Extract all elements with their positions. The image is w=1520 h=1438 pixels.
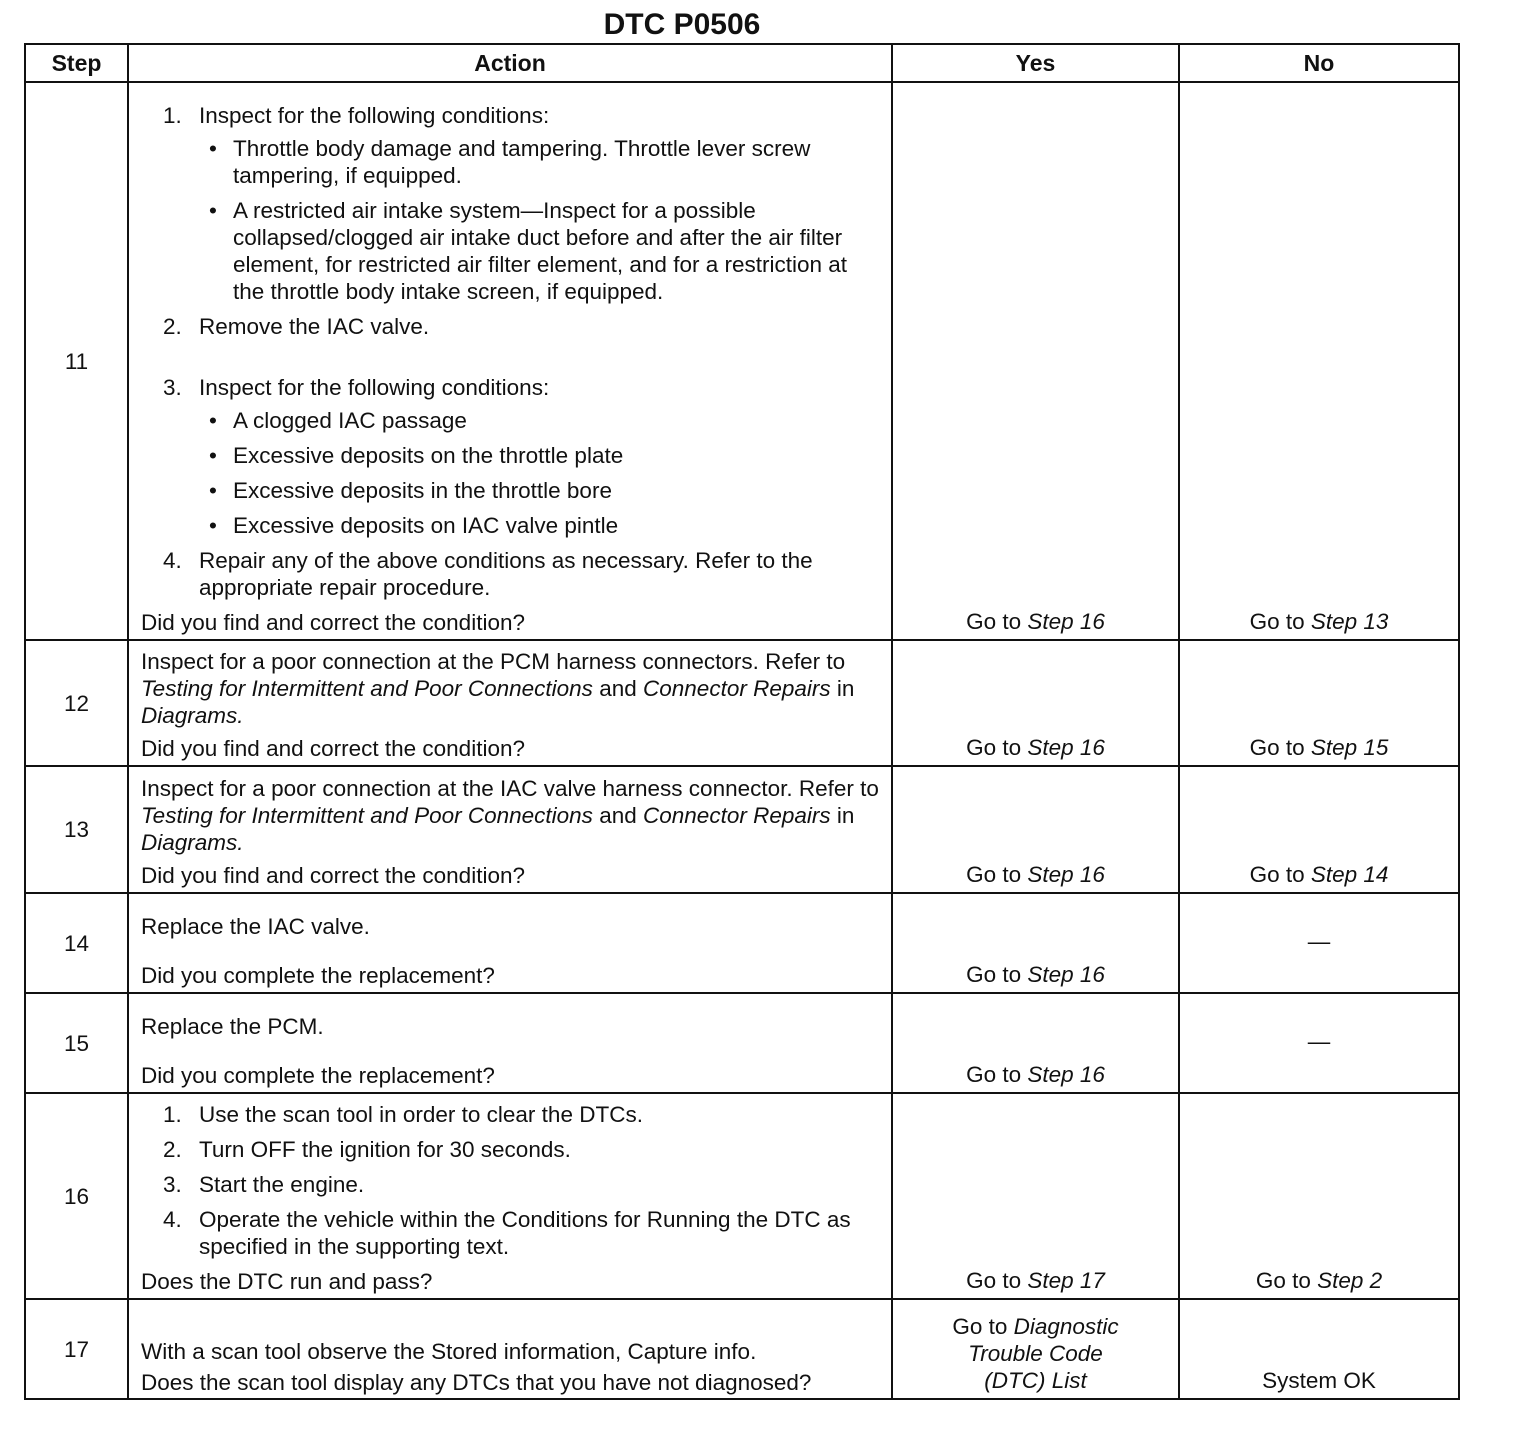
yes-prefix: Go to (966, 609, 1022, 634)
yes-cell: Go to Step 16 (892, 766, 1179, 893)
no-step-ref: Step 2 (1317, 1268, 1383, 1293)
header-step: Step (25, 44, 128, 82)
header-row (25, 44, 1459, 82)
list-item: 2. Turn OFF the ignition for 30 seconds. (163, 1137, 571, 1162)
no-cell (1179, 82, 1459, 640)
bullet-list (199, 407, 883, 539)
item-number: 3. (163, 375, 182, 400)
question: Did you find and correct the condition? (141, 736, 525, 761)
table-row (25, 893, 1459, 993)
item-number: 1. (163, 103, 182, 128)
question: Does the DTC run and pass? (141, 1269, 433, 1294)
action-cell (128, 766, 892, 893)
yes-cell: Go to Step 16 (892, 993, 1179, 1093)
no-cell: — (1179, 993, 1459, 1093)
instruction-text: Replace the IAC valve. (141, 914, 370, 939)
list-item: 4. Operate the vehicle within the Conditions for Running the DTC as specified in the supporting text. (163, 1207, 851, 1259)
no-cell: Go to Step 2 (1179, 1093, 1459, 1299)
action-cell (128, 993, 892, 1093)
action-cell (128, 82, 892, 640)
step-number: 11 (25, 82, 128, 640)
question: Did you complete the replacement? (141, 1063, 495, 1088)
table-row (25, 1299, 1459, 1399)
numbered-list (141, 102, 883, 601)
table-row (25, 640, 1459, 766)
bullet-item: • Excessive deposits in the throttle bore (199, 477, 883, 504)
instruction-text: Inspect for a poor connection at the PCM harness connectors. Refer to Testing for Intermittent and Poor Connections and Connector Repairs in Diagrams. (141, 649, 855, 728)
question: Does the scan tool display any DTCs that you have not diagnosed? (141, 1370, 812, 1395)
yes-step-ref: Step 16 (1027, 735, 1105, 760)
header-action: Action (128, 44, 892, 82)
yes-step-ref: Step 16 (1027, 862, 1105, 887)
action-cell (128, 1093, 892, 1299)
table-row (25, 1093, 1459, 1299)
list-item (141, 313, 883, 340)
list-item (141, 374, 883, 539)
no-step-ref: Step 15 (1310, 735, 1389, 760)
no-cell: System OK (1179, 1299, 1459, 1399)
bullet-item: • Excessive deposits on IAC valve pintle (199, 512, 883, 539)
bullet-item: • A clogged IAC passage (199, 407, 883, 434)
no-prefix: Go to (1249, 609, 1305, 634)
header-yes: Yes (892, 44, 1179, 82)
bullet-item: • Throttle body damage and tampering. Throttle lever screw tampering, if equipped. (199, 135, 883, 189)
action-cell (128, 1299, 892, 1399)
header-no: No (1179, 44, 1459, 82)
list-item (141, 102, 883, 305)
question: Did you find and correct the condition? (141, 863, 525, 888)
bullet-list (199, 135, 883, 305)
step-number: 14 (25, 893, 128, 993)
yes-step-ref: Step 17 (1027, 1268, 1105, 1293)
yes-cell (892, 82, 1179, 640)
yes-step-ref: Step 16 (1027, 1062, 1105, 1087)
action-cell (128, 893, 892, 993)
diagnostic-table (24, 43, 1460, 1400)
no-cell: Go to Step 15 (1179, 640, 1459, 766)
bullet-item: • Excessive deposits on the throttle plate (199, 442, 883, 469)
no-cell: Go to Step 14 (1179, 766, 1459, 893)
step-number: 16 (25, 1093, 128, 1299)
step-number: 13 (25, 766, 128, 893)
instruction-text: With a scan tool observe the Stored information, Capture info. (141, 1339, 757, 1364)
item-text: Inspect for the following conditions: (199, 375, 550, 400)
yes-step-ref: Diagnostic Trouble Code (DTC) List (968, 1314, 1119, 1393)
numbered-list (141, 1101, 883, 1260)
bullet-item: • A restricted air intake system—Inspect for a possible collapsed/clogged air intake duct before and after the air filter element, for restricted air filter element, and for a restriction at the throttle body intake screen, if equipped. (199, 197, 883, 305)
yes-step-ref: Step 16 (1027, 962, 1105, 987)
list-item: 1. Use the scan tool in order to clear the DTCs. (163, 1102, 643, 1127)
item-text: Repair any of the above conditions as necessary. Refer to the appropriate repair procedure. (199, 548, 813, 600)
no-step-ref: Step 13 (1310, 609, 1389, 634)
list-item (141, 547, 883, 601)
table-row (25, 82, 1459, 640)
yes-cell: Go to Step 16 (892, 640, 1179, 766)
yes-cell: Go to Step 17 (892, 1093, 1179, 1299)
question: Did you complete the replacement? (141, 963, 495, 988)
step-number: 17 (25, 1299, 128, 1399)
step-number: 15 (25, 993, 128, 1093)
action-cell (128, 640, 892, 766)
step-number: 12 (25, 640, 128, 766)
list-item: 3. Start the engine. (163, 1172, 365, 1197)
yes-cell: Go to Diagnostic Trouble Code (DTC) List (892, 1299, 1179, 1399)
yes-step-ref: Step 16 (1027, 609, 1105, 634)
item-number: 4. (163, 548, 182, 573)
instruction-text: Inspect for a poor connection at the IAC valve harness connector. Refer to Testing for Intermittent and Poor Connections and Connector Repairs in Diagrams. (141, 776, 879, 855)
no-cell: — (1179, 893, 1459, 993)
table-row (25, 993, 1459, 1093)
yes-cell: Go to Step 16 (892, 893, 1179, 993)
item-text: Remove the IAC valve. (199, 314, 430, 339)
item-number: 2. (163, 314, 182, 339)
page-title: DTC P0506 (603, 8, 761, 41)
table-row (25, 766, 1459, 893)
item-text: Inspect for the following conditions: (199, 103, 550, 128)
question: Did you find and correct the condition? (141, 610, 525, 635)
instruction-text: Replace the PCM. (141, 1014, 324, 1039)
no-step-ref: Step 14 (1310, 862, 1389, 887)
